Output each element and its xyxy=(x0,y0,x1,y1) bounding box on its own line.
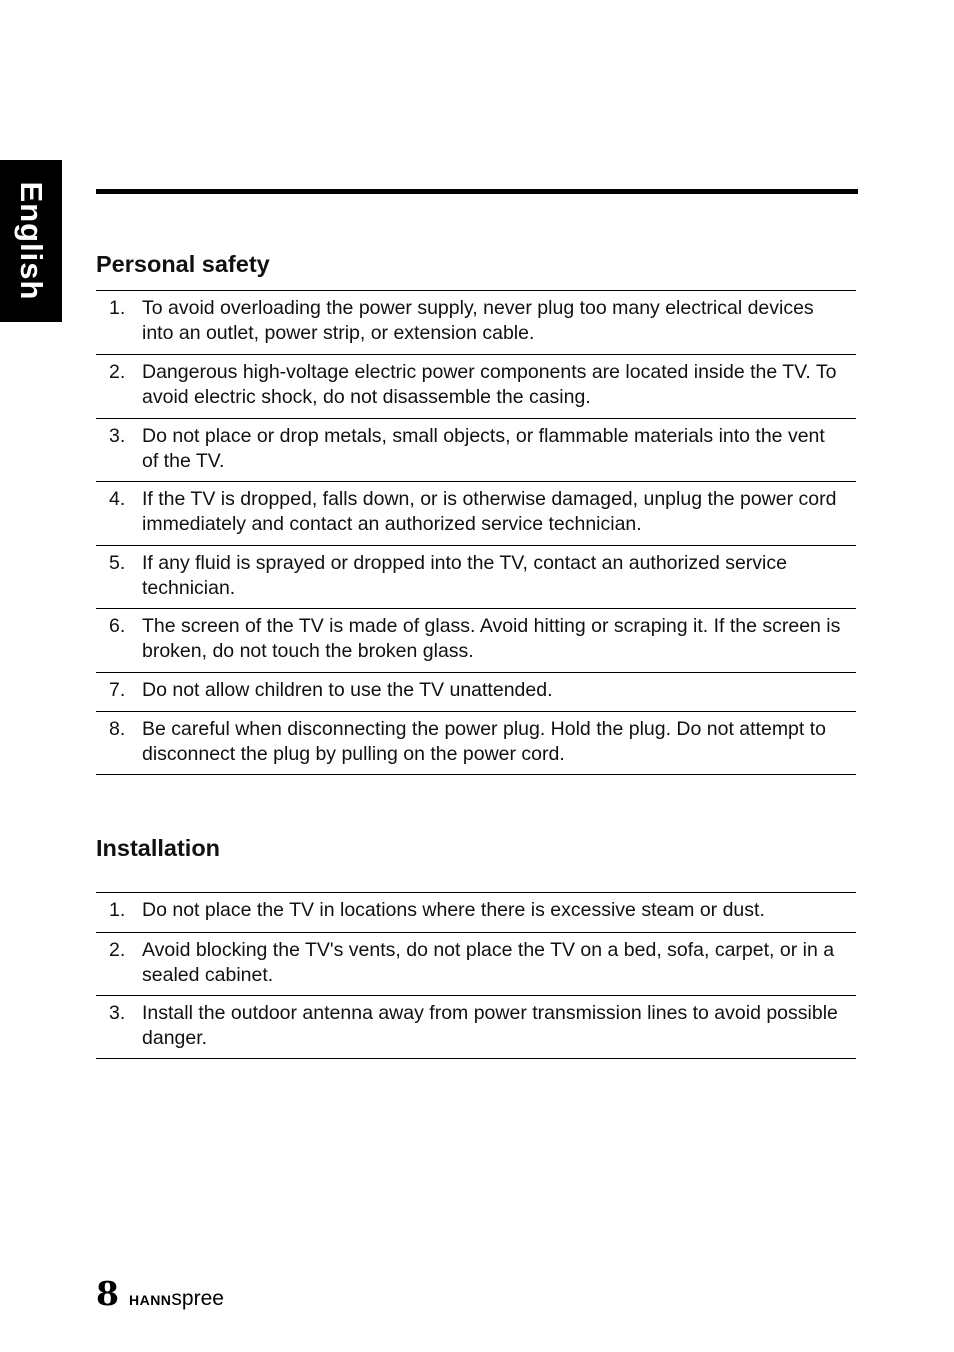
item-number: 2. xyxy=(109,361,126,383)
item-number: 3. xyxy=(109,425,126,447)
list-item xyxy=(96,893,856,933)
language-side-tab xyxy=(0,160,62,322)
list-item xyxy=(96,482,856,546)
item-number: 4. xyxy=(109,488,126,510)
item-text: Dangerous high-voltage electric power components are located inside the TV. To avoid electric shock, do not disassemble the casing. xyxy=(142,361,837,408)
list-item xyxy=(96,712,856,775)
personal-safety-heading: Personal safety xyxy=(96,251,270,277)
item-number: 7. xyxy=(109,679,126,701)
page-number: 8 xyxy=(96,1274,119,1313)
item-text: If any fluid is sprayed or dropped into the TV, contact an authorized service technician. xyxy=(142,552,787,599)
item-text: Avoid blocking the TV's vents, do not place the TV on a bed, sofa, carpet, or in a sealed cabinet. xyxy=(142,939,835,986)
list-item xyxy=(96,546,856,609)
list-item xyxy=(96,355,856,419)
list-item xyxy=(96,609,856,673)
installation-heading: Installation xyxy=(96,835,221,861)
top-divider-rule xyxy=(96,189,858,194)
page-footer xyxy=(96,1274,224,1314)
item-text: If the TV is dropped, falls down, or is otherwise damaged, unplug the power cord immediately and contact an authorized service technician. xyxy=(142,488,837,535)
brand-logo-bold: HANN xyxy=(128,1292,172,1308)
item-text: Do not place the TV in locations where there is excessive steam or dust. xyxy=(142,899,765,921)
item-number: 1. xyxy=(109,297,126,319)
list-item xyxy=(96,996,856,1059)
brand-logo xyxy=(129,1287,224,1311)
installation-list xyxy=(96,892,856,1059)
item-number: 8. xyxy=(109,718,126,740)
item-text: Be careful when disconnecting the power plug. Hold the plug. Do not attempt to disconnect the plug by pulling on the power cord. xyxy=(142,718,827,765)
item-text: Do not allow children to use the TV unattended. xyxy=(142,679,553,701)
list-item xyxy=(96,673,856,712)
brand-logo-light: spree xyxy=(171,1287,224,1310)
item-number: 2. xyxy=(109,939,126,961)
item-text: The screen of the TV is made of glass. Avoid hitting or scraping it. If the screen is broken, do not touch the broken glass. xyxy=(142,615,841,662)
personal-safety-list xyxy=(96,290,856,775)
list-item xyxy=(96,933,856,996)
item-number: 3. xyxy=(109,1002,126,1024)
item-number: 6. xyxy=(109,615,126,637)
item-text: To avoid overloading the power supply, never plug too many electrical devices into an outlet, power strip, or extension cable. xyxy=(142,297,814,344)
list-item xyxy=(96,419,856,482)
item-text: Do not place or drop metals, small objects, or flammable materials into the vent of the TV. xyxy=(142,425,825,472)
list-item xyxy=(96,291,856,355)
item-number: 1. xyxy=(109,899,126,921)
item-text: Install the outdoor antenna away from power transmission lines to avoid possible danger. xyxy=(142,1002,838,1049)
item-number: 5. xyxy=(109,552,126,574)
language-tab-label: English xyxy=(14,181,49,301)
